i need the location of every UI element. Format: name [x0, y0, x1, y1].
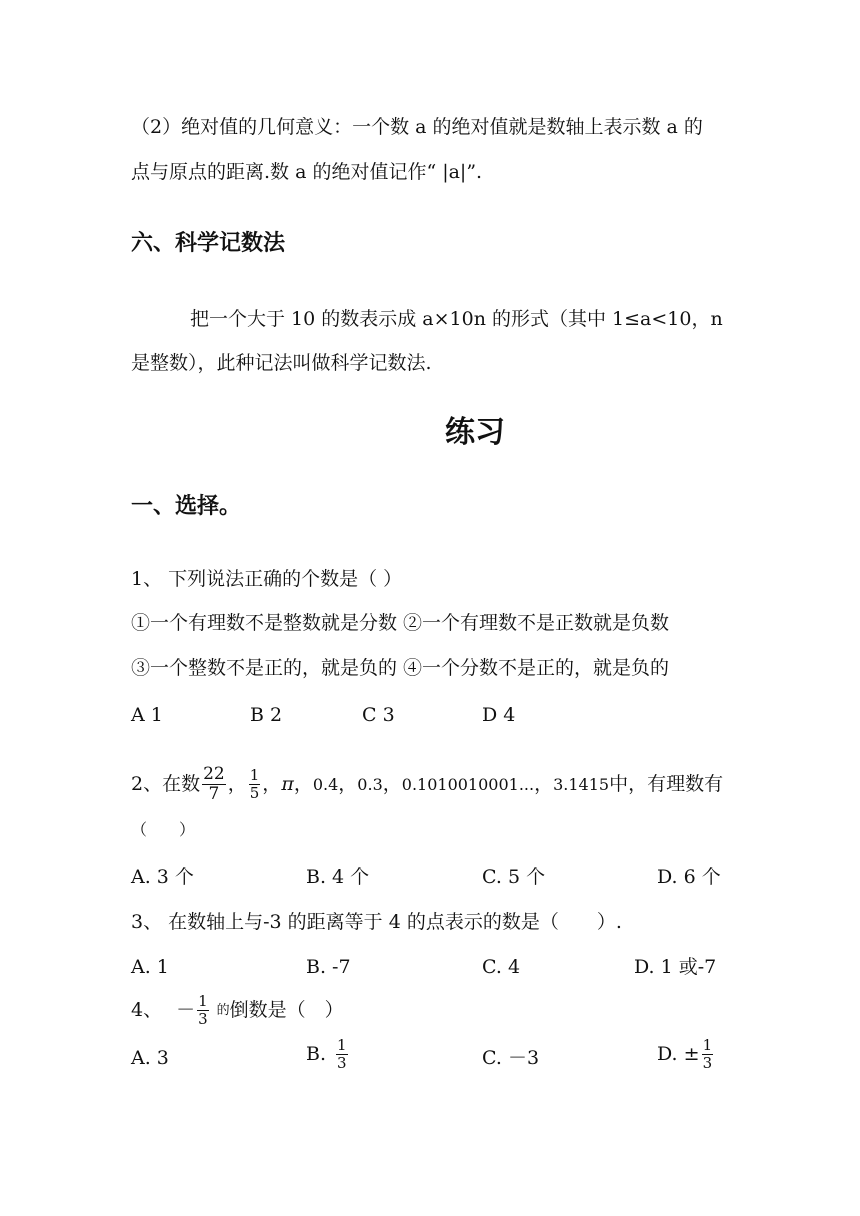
- q1-line3: ③一个整数不是正的，就是负的 ④一个分数不是正的，就是负的: [131, 657, 670, 679]
- q2-option-c: C. 5 个: [482, 866, 546, 888]
- sci-notation-line1: 把一个大于 10 的数表示成 a×10n 的形式（其中 1≤a<10，n: [190, 308, 723, 330]
- q2-option-d: D. 6 个: [657, 866, 721, 888]
- sci-notation-line2: 是整数），此种记法叫做科学记数法.: [131, 352, 432, 374]
- q4-option-b-fraction: [336, 1038, 348, 1071]
- q1-option-c: C 3: [362, 704, 395, 726]
- q1-line2: ①一个有理数不是整数就是分数 ②一个有理数不是正数就是负数: [131, 612, 670, 634]
- q1-option-a: A 1: [131, 704, 163, 726]
- q2-option-a: A. 3 个: [131, 866, 194, 888]
- q4-option-b-label: B.: [306, 1043, 327, 1065]
- q2-num-0-4: 0.4: [312, 774, 339, 794]
- q4-suffix: 倒数是（ ）: [229, 999, 344, 1021]
- q2-option-b: B. 4 个: [306, 866, 370, 888]
- q2-frac1-den: 7: [208, 784, 220, 804]
- q4-option-a: A. 3: [131, 1047, 169, 1069]
- q4-optd-den: 3: [702, 1054, 713, 1072]
- q2-num-0-3: 0.3: [357, 774, 383, 794]
- part1-heading: 一、选择。: [131, 494, 242, 519]
- q2-stem: [131, 766, 723, 803]
- q2-sep4: ，: [338, 773, 358, 795]
- q4-option-d-fraction: [702, 1038, 714, 1071]
- q4-prefix: 4、: [131, 999, 163, 1021]
- q2-pi: π: [281, 773, 294, 795]
- section-heading-scientific-notation: 六、科学记数法: [131, 231, 286, 256]
- q2-frac2-den: 5: [249, 784, 260, 802]
- q4-option-b: [306, 1038, 350, 1071]
- q2-sep1: ，: [227, 773, 247, 795]
- q2-sep3: ，: [293, 773, 313, 795]
- q1-stem: 1、 下列说法正确的个数是（ ）: [131, 568, 403, 590]
- q4-option-d: [657, 1038, 715, 1071]
- q2-answer-paren: （ ）: [131, 820, 196, 839]
- q2-fraction-1-5: [249, 768, 261, 801]
- q4-optd-num: 1: [702, 1036, 713, 1054]
- q4-frac-den: 3: [198, 1010, 208, 1028]
- q2-sep6: ，: [534, 773, 554, 795]
- q4-option-d-label: D. ±: [657, 1043, 700, 1065]
- q4-optb-den: 3: [337, 1054, 347, 1072]
- q2-num-long: 0.1010010001...: [401, 774, 535, 794]
- q4-fraction-1-3: [197, 994, 209, 1027]
- q3-option-b: B. -7: [306, 956, 351, 978]
- q4-optb-num: 1: [337, 1036, 347, 1054]
- practice-title: 练习: [445, 415, 505, 450]
- q2-frac2-num: 1: [249, 766, 260, 784]
- q3-option-d: D. 1 或-7: [634, 956, 717, 978]
- q3-stem: 3、 在数轴上与-3 的距离等于 4 的点表示的数是（ ）.: [131, 911, 622, 933]
- q4-negative-sign: －: [176, 999, 196, 1021]
- q2-num-3-1415: 3.1415: [553, 774, 610, 794]
- q4-stem: [131, 994, 344, 1027]
- q1-option-d: D 4: [482, 704, 516, 726]
- q2-sep5: ，: [382, 773, 402, 795]
- q3-option-a: A. 1: [131, 956, 169, 978]
- abs-def-line2: 点与原点的距离.数 a 的绝对值记作“ |a|”.: [131, 161, 483, 183]
- q2-prefix: 2、在数: [131, 773, 201, 795]
- q4-option-c: C. －3: [482, 1047, 540, 1069]
- q4-small-de: 的: [216, 1003, 230, 1018]
- abs-def-line1: （2）绝对值的几何意义：一个数 a 的绝对值就是数轴上表示数 a 的: [131, 116, 703, 138]
- q2-sep2: ，: [262, 773, 282, 795]
- q1-option-b: B 2: [250, 704, 283, 726]
- q4-frac-num: 1: [198, 992, 208, 1010]
- q2-frac1-num: 22: [203, 764, 225, 784]
- q2-suffix: 中，有理数有: [609, 773, 724, 795]
- q3-option-c: C. 4: [482, 956, 521, 978]
- q2-fraction-22-7: [202, 766, 226, 803]
